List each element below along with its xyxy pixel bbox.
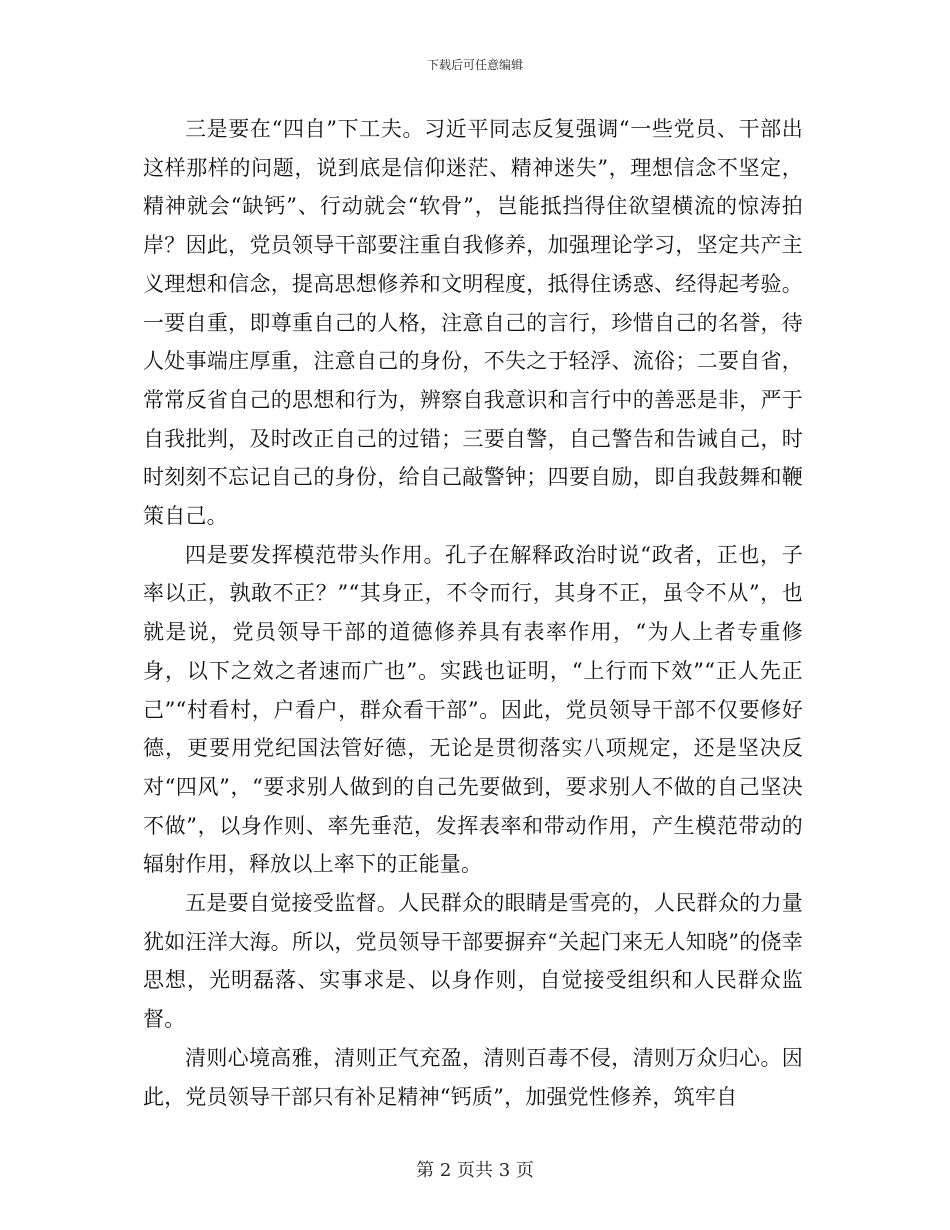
paragraph-4: 清则心境高雅，清则正气充盈，清则百毒不侵，清则万众归心。因此，党员领导干部只有补足精神“钙质”，加强党性修养，筑牢自	[143, 1045, 803, 1109]
page-header: 下载后可任意编辑	[426, 58, 523, 72]
page-number-footer: 第 2 页共 3 页	[416, 1160, 534, 1181]
paragraph-3: 五是要自觉接受监督。人民群众的眼睛是雪亮的，人民群众的力量犹如汪洋大海。所以，党员领导干部要摒弃“关起门来无人知晓”的侥幸思想，光明磊落、实事求是、以身作则，自觉接受组织和人民群众监督。	[143, 891, 803, 1032]
paragraph-1: 三是要在“四自”下工夫。习近平同志反复强调“一些党员、干部出这样那样的问题，说到底是信仰迷茫、精神迷失”，理想信念不坚定，精神就会“缺钙”、行动就会“软骨”，岂能抵挡得住欲望横流的惊涛拍岸？因此，党员领导干部要注重自我修养，加强理论学习，坚定共产主义理想和信念，提高思想修养和文明程度，抵得住诱惑、经得起考验。一要自重，即尊重自己的人格，注意自己的言行，珍惜自己的名誉，待人处事端庄厚重，注意自己的身份，不失之于轻浮、流俗；二要自省，常常反省自己的思想和行为，辨察自我意识和言行中的善恶是非，严于自我批判，及时改正自己的过错；三要自警，自己警告和告诫自己，时时刻刻不忘记自己的身份，给自己敲警钟；四要自励，即自我鼓舞和鞭策自己。	[143, 117, 803, 529]
document-body	[143, 110, 803, 1116]
paragraph-2: 四是要发挥模范带头作用。孔子在解释政治时说“政者，正也，子率以正，孰敢不正？”“其身正，不令而行，其身不正，虽令不从”，也就是说，党员领导干部的道德修养具有表率作用，“为人上者专重修身，以下之效之者速而广也”。实践也证明，“上行而下效”“正人先正己”“村看村，户看户，群众看干部”。因此，党员领导干部不仅要修好德，更要用党纪国法管好德，无论是贯彻落实八项规定，还是坚决反对“四风”，“要求别人做到的自己先要做到，要求别人不做的自己坚决不做”，以身作则、率先垂范，发挥表率和带动作用，产生模范带动的辐射作用，释放以上率下的正能量。	[143, 542, 803, 877]
